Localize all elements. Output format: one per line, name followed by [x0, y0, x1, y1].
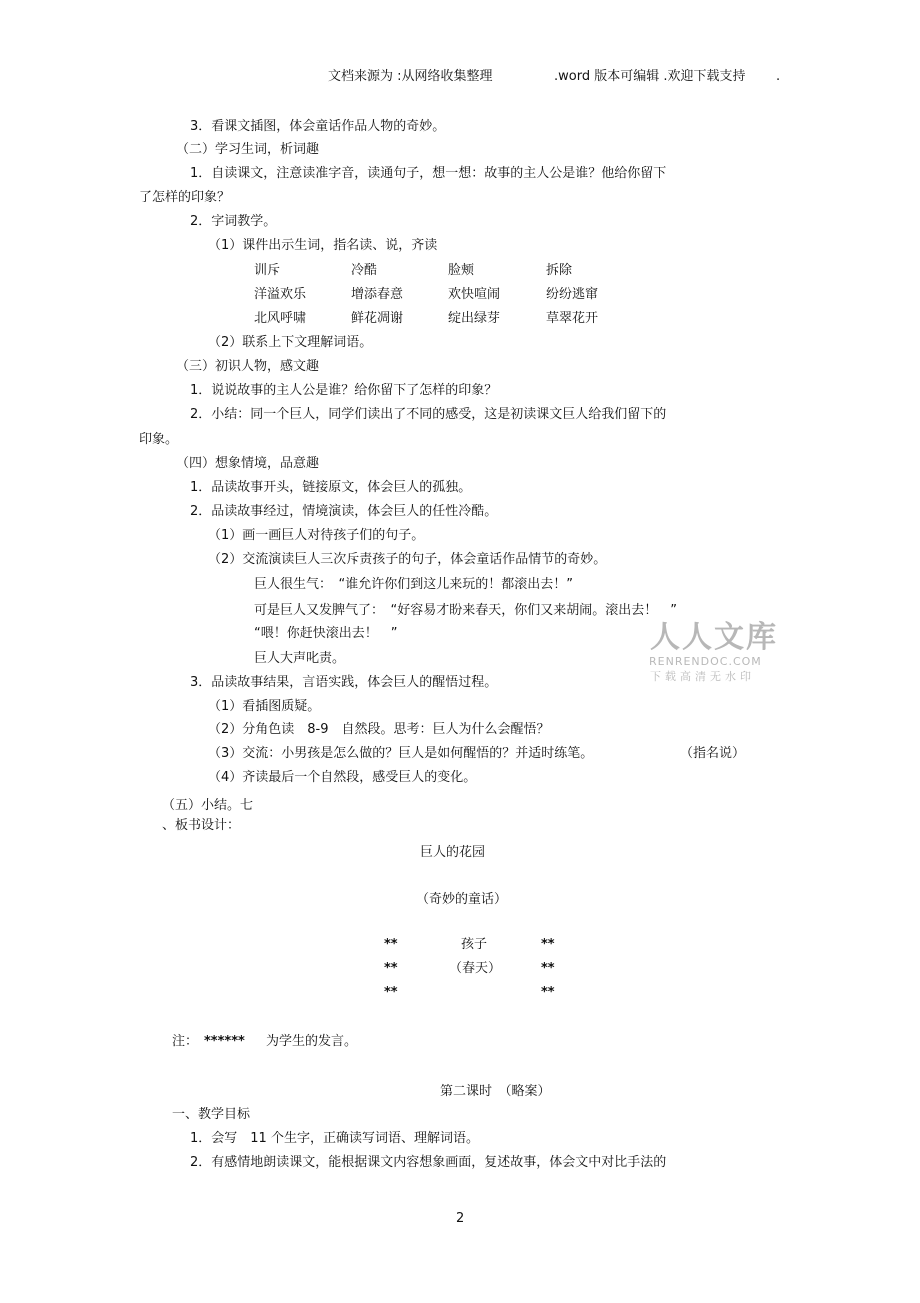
quote-line: 巨人很生气： “谁允许你们到这儿来玩的！都滚出去！”: [254, 577, 573, 592]
vocab-word: 北风呼啸: [254, 311, 307, 326]
vocab-word: 冷酷: [351, 263, 378, 278]
body-line: （4）齐读最后一个自然段，感受巨人的变化。: [208, 770, 477, 785]
section-heading: 、板书设计：: [162, 818, 241, 833]
vocab-word: 欢快喧闹: [448, 287, 501, 302]
board-mark: **: [384, 985, 398, 1000]
vocab-word: 拆除: [546, 263, 573, 278]
body-line: 3．品读故事结果，言语实践，体会巨人的醒悟过程。: [190, 675, 498, 690]
section-heading: （三）初识人物，感文趣: [176, 359, 320, 374]
section-heading: （二）学习生词，析词趣: [176, 142, 320, 157]
note-text: 为学生的发言。: [266, 1034, 358, 1049]
body-line: （2）交流演读巨人三次斥责孩子的句子，体会童话作品情节的奇妙。: [208, 552, 607, 567]
vocab-word: 训斥: [254, 263, 281, 278]
vocab-word: 绽出绿芽: [448, 311, 501, 326]
board-text: 孩子: [461, 937, 488, 952]
note-label: 注：: [172, 1034, 199, 1049]
quote-line: 可是巨人又发脾气了： “好容易才盼来春天，你们又来胡闹。滚出去！ ”: [254, 603, 677, 618]
body-line: 1．自读课文，注意读准字音，读通句子，想一想：故事的主人公是谁？他给你留下: [190, 166, 667, 181]
body-line: 印象。: [139, 432, 179, 447]
vocab-word: 纷纷逃窜: [546, 287, 599, 302]
body-line: 1．会写 11 个生字，正确读写词语、理解词语。: [190, 1131, 479, 1146]
body-line: 2．有感情地朗读课文，能根据课文内容想象画面，复述故事，体会文中对比手法的: [190, 1155, 667, 1170]
body-line: 2．字词教学。: [190, 214, 277, 229]
body-line: 1．品读故事开头，链接原文，体会巨人的孤独。: [190, 480, 472, 495]
board-title: 巨人的花园: [420, 845, 486, 860]
header-editable: .word 版本可编辑 .欢迎下载支持: [554, 69, 746, 84]
quote-line: “喂！你赶快滚出去！ ”: [254, 626, 398, 641]
vocab-word: 增添春意: [351, 287, 404, 302]
board-subtitle: （奇妙的童话）: [416, 892, 508, 907]
watermark-domain: RENRENDOC.COM: [649, 655, 762, 668]
vocab-word: 脸颊: [448, 263, 475, 278]
body-line: 2．小结：同一个巨人，同学们读出了不同的感受，这是初读课文巨人给我们留下的: [190, 407, 667, 422]
board-mark: **: [541, 961, 555, 976]
note-stars: ******: [204, 1034, 245, 1049]
header-source: 文档来源为 :从网络收集整理: [328, 69, 493, 84]
section-heading: （四）想象情境，品意趣: [176, 456, 320, 471]
header-dot: .: [776, 69, 781, 84]
vocab-word: 草翠花开: [546, 311, 599, 326]
body-line: （2）联系上下文理解词语。: [208, 335, 373, 350]
vocab-word: 鲜花凋谢: [351, 311, 404, 326]
body-line: （3）交流：小男孩是怎么做的？巨人是如何醒悟的？并适时练笔。: [208, 746, 594, 761]
board-mark: **: [384, 937, 398, 952]
body-line: （1）看插图质疑。: [208, 699, 321, 714]
body-line: （1）画一画巨人对待孩子们的句子。: [208, 528, 425, 543]
body-line: 3．看课文插图，体会童话作品人物的奇妙。: [190, 119, 446, 134]
vocab-word: 洋溢欢乐: [254, 287, 307, 302]
lesson2-title: 第二课时 （略案）: [440, 1084, 551, 1099]
board-mark: **: [541, 937, 555, 952]
section-heading: （五）小结。七: [162, 798, 254, 813]
watermark-title: 人人文库: [650, 620, 778, 655]
quote-line: 巨人大声叱责。: [254, 651, 346, 666]
board-mark: **: [541, 985, 555, 1000]
body-line: 2．品读故事经过，情境演读，体会巨人的任性冷酷。: [190, 504, 498, 519]
section-heading: 一、教学目标: [172, 1107, 251, 1122]
body-line: 1．说说故事的主人公是谁？给你留下了怎样的印象？: [190, 383, 498, 398]
body-line: （1）课件出示生词，指名读、说，齐读: [208, 238, 438, 253]
page-number: 2: [456, 1211, 465, 1226]
body-line: 了怎样的印象？: [139, 190, 231, 205]
board-text: （春天）: [449, 961, 502, 976]
board-mark: **: [384, 961, 398, 976]
body-line: （2）分角色读 8-9 自然段。思考：巨人为什么会醒悟？: [208, 722, 550, 737]
body-note: （指名说）: [680, 746, 746, 761]
watermark-slogan: 下载高清无水印: [650, 670, 755, 683]
